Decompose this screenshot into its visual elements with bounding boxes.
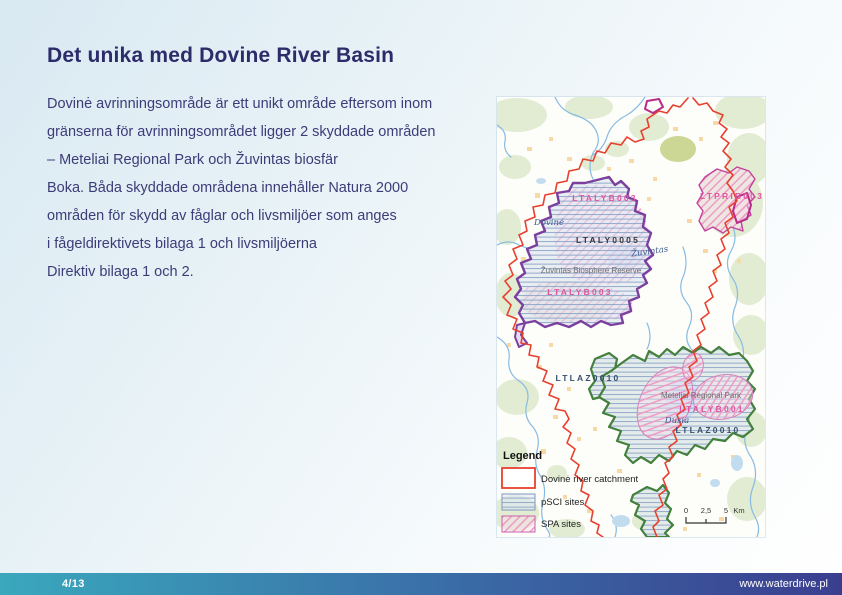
slide-title: Det unika med Dovine River Basin — [47, 44, 395, 67]
scale-label: 2,5 — [700, 506, 712, 515]
body-line: områden för skydd av fåglar och livsmiljöer som anges — [47, 208, 397, 224]
body-line: Dovinė avrinningsområde är ett unikt område eftersom inom — [47, 96, 433, 112]
map-canvas — [497, 97, 765, 537]
body-line: – Meteliai Regional Park och Žuvintas biosfär — [47, 152, 338, 168]
body-line: i fågeldirektivets bilaga 1 och livsmiljöerna — [47, 236, 317, 252]
scale-unit-label: Km — [733, 506, 745, 515]
legend-swatch-spa — [502, 516, 535, 532]
catchment-map — [497, 97, 765, 537]
slide-footer-bar — [0, 573, 842, 595]
psci-site-label: LTLAZ0010 — [675, 425, 741, 435]
psci-site-label: LTLAZ0010 — [555, 373, 621, 383]
spa-site-label: LTALYB001 — [679, 404, 745, 414]
footer-website-link[interactable]: www.waterdrive.pl — [739, 578, 828, 590]
body-line: gränserna för avrinningsområdet ligger 2 skyddade områden — [47, 124, 436, 140]
biosphere-name-label: Žuvintas Biosphere Reserve — [540, 266, 642, 275]
body-line: Boka. Båda skyddade områdena innehåller Natura 2000 — [47, 180, 409, 196]
body-line: Direktiv bilaga 1 och 2. — [47, 264, 194, 280]
spa-site-label: LTPRIB003 — [699, 191, 765, 201]
park-name-label: Meteliai Regional Park — [660, 391, 742, 400]
slide-body — [47, 90, 477, 286]
legend-label: SPA sites — [541, 519, 581, 530]
spa-site-label: LTALYB003 — [547, 287, 613, 297]
page-number: 4/13 — [62, 578, 85, 590]
river-dovine-label: Dovinė — [534, 218, 564, 228]
legend-label: Dovinė river catchment — [541, 474, 639, 485]
legend-label: pSCI sites — [541, 497, 585, 508]
scale-label: 5 — [723, 506, 729, 515]
lake-zuvintas-label: Žuvintas — [630, 244, 669, 260]
scale-label: 0 — [683, 506, 689, 515]
legend-title: Legend — [503, 450, 543, 462]
spa-site-label: LTALYB003 — [572, 193, 638, 203]
dense-forest-patch — [660, 136, 696, 162]
legend-swatch-catchment — [502, 468, 535, 488]
lake-dusia-label: Dusia — [664, 416, 690, 426]
legend-swatch-psci — [502, 494, 535, 510]
psci-site-label: LTALY0005 — [575, 235, 641, 245]
